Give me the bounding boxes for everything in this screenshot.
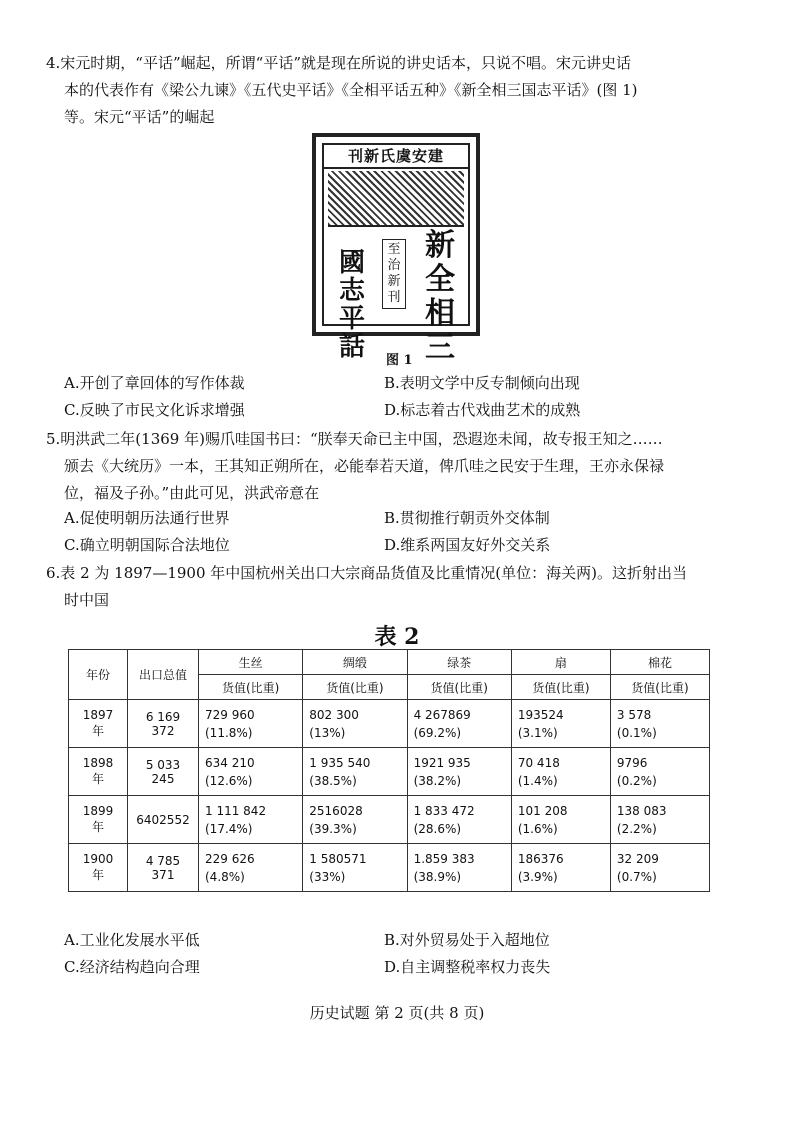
cell-total: 5 033 245 xyxy=(128,748,199,796)
q6-option-c[interactable]: C.经济结构趋向合理 xyxy=(64,958,200,976)
figure-title-right: 新全相三 xyxy=(425,228,455,365)
question-4-stem xyxy=(46,50,746,131)
cell-value: 193524 (3.1%) xyxy=(511,700,610,748)
q4-line-1: 4.宋元时期，“平话”崛起，所谓“平话”就是现在所说的讲史话本，只说不唱。宋元讲史话 xyxy=(46,54,631,72)
cell-value: 729 960 (11.8%) xyxy=(199,700,303,748)
question-5-stem xyxy=(46,426,746,507)
figure-title-left: 國志平話 xyxy=(338,248,365,362)
cell-value: 1921 935 (38.2%) xyxy=(407,748,511,796)
table-row xyxy=(69,796,710,844)
q4-option-d[interactable]: D.标志着古代戏曲艺术的成熟 xyxy=(384,401,581,419)
q4-option-a[interactable]: A.开创了章回体的写作体裁 xyxy=(64,374,245,392)
cell-value: 634 210 (12.6%) xyxy=(199,748,303,796)
q4-option-c[interactable]: C.反映了市民文化诉求增强 xyxy=(64,401,245,419)
q5-option-d[interactable]: D.维系两国友好外交关系 xyxy=(384,536,551,554)
q5-line-1: 5.明洪武二年(1369 年)赐爪哇国书曰：“朕奉天命已主中国，恐遐迩未闻，故专报王知之…… xyxy=(46,430,663,448)
cell-year: 1899 年 xyxy=(69,796,128,844)
q6-option-b[interactable]: B.对外贸易处于入超地位 xyxy=(384,931,550,949)
table-row xyxy=(69,748,710,796)
cell-value: 9796 (0.2%) xyxy=(610,748,709,796)
cell-value: 1.859 383 (38.9%) xyxy=(407,844,511,892)
q5-option-b[interactable]: B.贯彻推行朝贡外交体制 xyxy=(384,509,550,527)
header-sub: 货值(比重) xyxy=(199,675,303,700)
header-sub: 货值(比重) xyxy=(407,675,511,700)
cell-year: 1898 年 xyxy=(69,748,128,796)
cell-value: 2516028 (39.3%) xyxy=(303,796,407,844)
cell-value: 1 935 540 (38.5%) xyxy=(303,748,407,796)
figure-illustration xyxy=(328,171,464,227)
question-5-options xyxy=(64,505,724,559)
q6-line-1: 6.表 2 为 1897—1900 年中国杭州关出口大宗商品货值及比重情况(单位：海关两)。这折射出当 xyxy=(46,564,687,582)
figure-top-text: 刊新氏虞安建 xyxy=(324,145,468,169)
cell-value: 3 578 (0.1%) xyxy=(610,700,709,748)
cell-value: 802 300 (13%) xyxy=(303,700,407,748)
q5-option-c[interactable]: C.确立明朝国际合法地位 xyxy=(64,536,230,554)
page-footer: 历史试题 第 2 页(共 8 页) xyxy=(309,1004,485,1022)
header-good: 绿茶 xyxy=(407,650,511,675)
cell-total: 4 785 371 xyxy=(128,844,199,892)
table-title: 表 2 xyxy=(374,624,420,650)
header-good: 扇 xyxy=(511,650,610,675)
q6-option-a[interactable]: A.工业化发展水平低 xyxy=(64,931,200,949)
cell-total: 6402552 xyxy=(128,796,199,844)
question-4-options xyxy=(64,370,724,424)
header-sub: 货值(比重) xyxy=(303,675,407,700)
q4-option-b[interactable]: B.表明文学中反专制倾向出现 xyxy=(384,374,580,392)
figure-mid-text: 至治新刊 xyxy=(382,239,406,309)
header-sub: 货值(比重) xyxy=(511,675,610,700)
header-good: 棉花 xyxy=(610,650,709,675)
cell-value: 1 580571 (33%) xyxy=(303,844,407,892)
q4-line-2: 本的代表作有《梁公九谏》《五代史平话》《全相平话五种》《新全相三国志平话》(图 1) xyxy=(64,81,638,99)
cell-value: 186376 (3.9%) xyxy=(511,844,610,892)
cell-value: 4 267869 (69.2%) xyxy=(407,700,511,748)
export-table xyxy=(68,649,710,892)
q6-option-d[interactable]: D.自主调整税率权力丧失 xyxy=(384,958,551,976)
cell-value: 229 626 (4.8%) xyxy=(199,844,303,892)
table-row xyxy=(69,700,710,748)
figure-caption: 图 1 xyxy=(386,353,413,368)
header-total: 出口总值 xyxy=(128,650,199,700)
cell-year: 1897 年 xyxy=(69,700,128,748)
cell-year: 1900 年 xyxy=(69,844,128,892)
table-row xyxy=(69,844,710,892)
q5-line-3: 位，福及子孙。”由此可见，洪武帝意在 xyxy=(64,484,320,502)
question-6-stem xyxy=(46,560,746,614)
q6-line-2: 时中国 xyxy=(64,591,110,609)
q5-line-2: 颁去《大统历》一本，王其知正朔所在，必能奉若天道，俾爪哇之民安于生理，王亦永保禄 xyxy=(64,457,665,475)
header-year: 年份 xyxy=(69,650,128,700)
header-good: 生丝 xyxy=(199,650,303,675)
cell-value: 138 083 (2.2%) xyxy=(610,796,709,844)
cell-value: 1 111 842 (17.4%) xyxy=(199,796,303,844)
header-good: 绸缎 xyxy=(303,650,407,675)
question-6-options xyxy=(64,927,724,981)
q4-line-3: 等。宋元“平话”的崛起 xyxy=(64,108,215,126)
cell-value: 70 418 (1.4%) xyxy=(511,748,610,796)
cell-value: 101 208 (1.6%) xyxy=(511,796,610,844)
cell-value: 32 209 (0.7%) xyxy=(610,844,709,892)
cell-value: 1 833 472 (28.6%) xyxy=(407,796,511,844)
q5-option-a[interactable]: A.促使明朝历法通行世界 xyxy=(64,509,230,527)
header-sub: 货值(比重) xyxy=(610,675,709,700)
cell-total: 6 169 372 xyxy=(128,700,199,748)
